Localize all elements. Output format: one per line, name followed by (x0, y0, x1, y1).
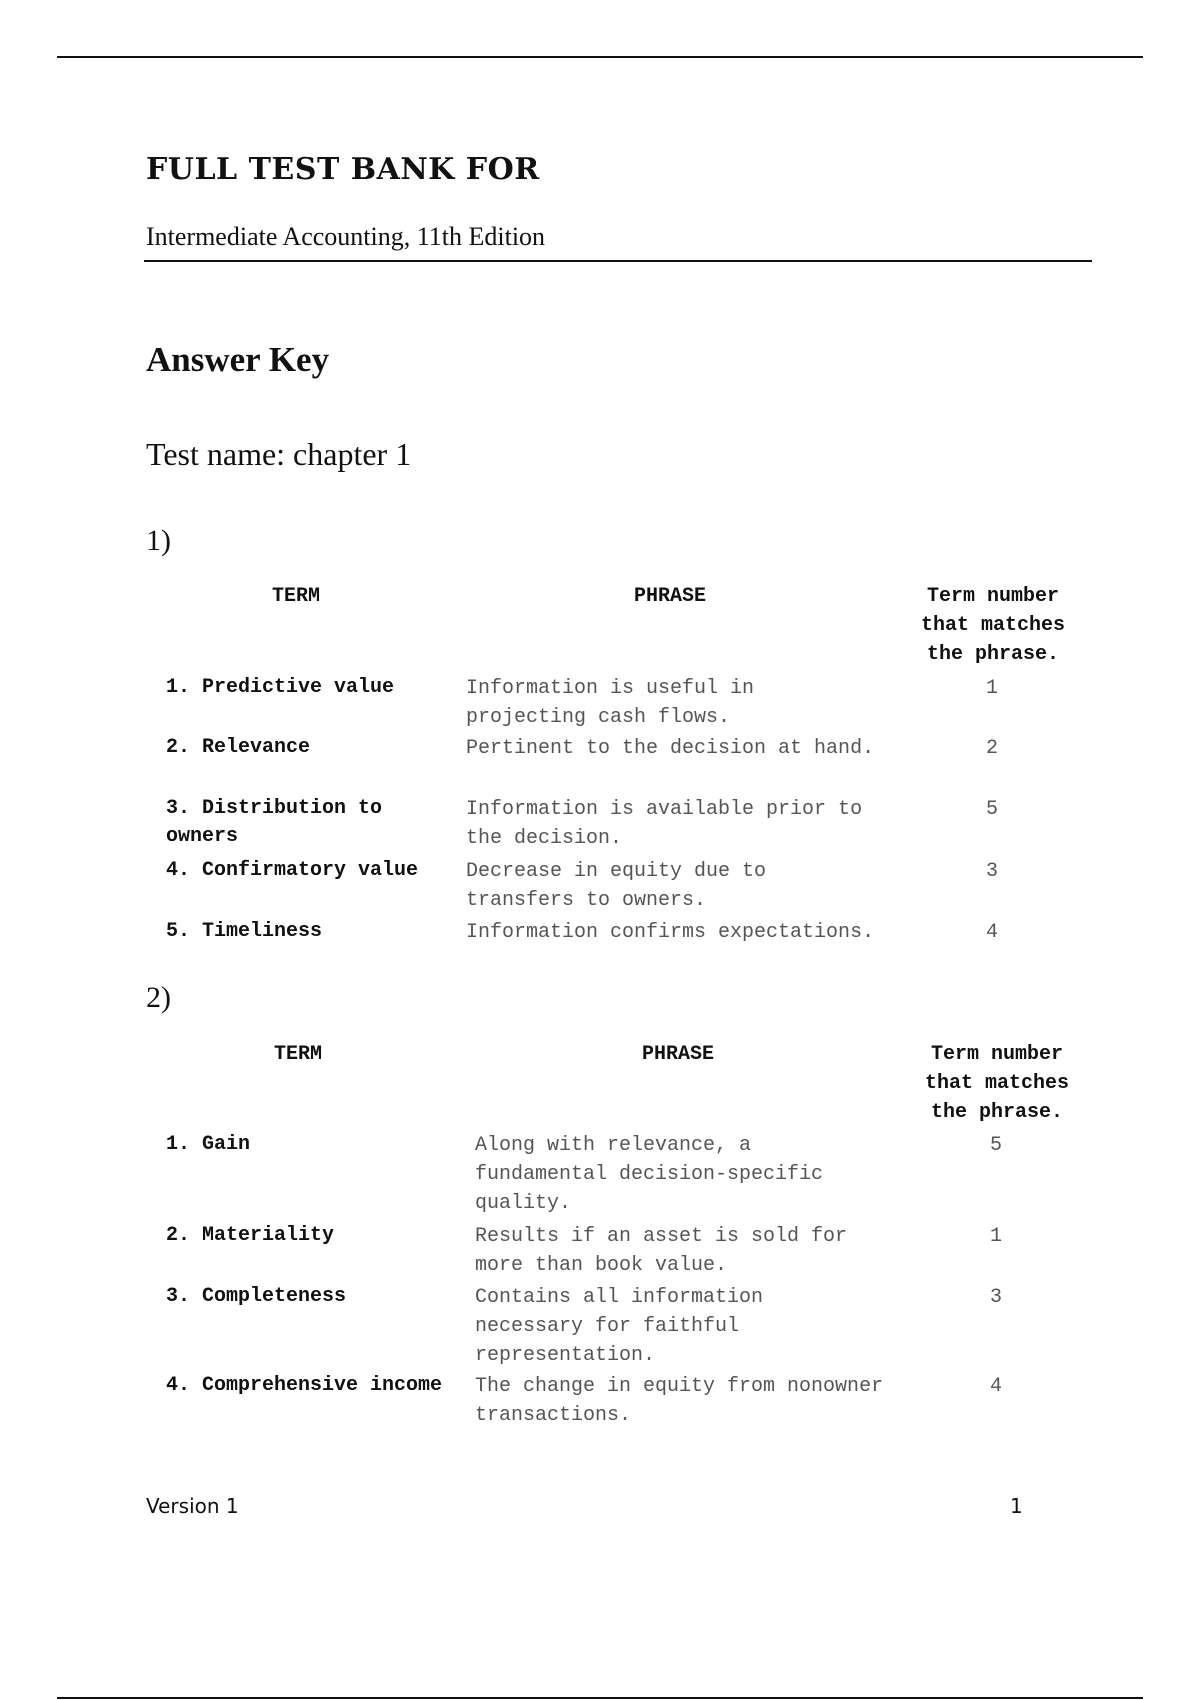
answer-cell: 5 (985, 798, 998, 821)
phrase-cell: The change in equity from nonowner transactions. (475, 1375, 884, 1427)
answer-cell: 3 (989, 1286, 1002, 1309)
phrase-cell: Information confirms expectations. (466, 921, 875, 944)
page-number: 1 (1010, 1494, 1023, 1518)
term-cell: 4. Comprehensive income (166, 1374, 443, 1397)
term-cell: 3. Completeness (166, 1285, 347, 1308)
term-cell: 5. Timeliness (166, 920, 323, 943)
answer-cell: 2 (985, 737, 998, 760)
term-cell: 4. Confirmatory value (166, 859, 419, 882)
column-header-answer: Term number that matches the phrase. (920, 585, 1066, 666)
term-cell: 1. Gain (166, 1133, 251, 1156)
document-title: FULL TEST BANK FOR (146, 152, 540, 187)
answer-cell: 5 (989, 1134, 1002, 1157)
term-cell: 3. Distribution to owners (166, 797, 383, 848)
column-header-phrase: PHRASE (633, 585, 706, 608)
phrase-cell: Information is useful in projecting cash flows. (466, 677, 755, 729)
test-name: Test name: chapter 1 (146, 436, 412, 472)
answer-cell: 4 (985, 921, 998, 944)
document-subtitle: Intermediate Accounting, 11th Edition (146, 222, 546, 251)
column-header-term: TERM (273, 1043, 322, 1066)
phrase-cell: Decrease in equity due to transfers to owners. (466, 860, 767, 912)
version-label: Version 1 (146, 1494, 239, 1518)
phrase-cell: Contains all information necessary for faithful representation. (475, 1286, 764, 1367)
answer-cell: 3 (985, 860, 998, 883)
phrase-cell: Pertinent to the decision at hand. (466, 737, 875, 760)
answer-cell: 1 (985, 677, 998, 700)
term-cell: 2. Materiality (166, 1224, 335, 1247)
question-number: 1) (146, 524, 171, 557)
question-number: 2) (146, 981, 171, 1014)
subtitle-rule (144, 260, 1092, 262)
phrase-cell: Results if an asset is sold for more than book value. (475, 1225, 848, 1277)
column-header-term: TERM (271, 585, 320, 608)
phrase-cell: Along with relevance, a fundamental decision-specific quality. (475, 1134, 824, 1215)
top-rule (57, 56, 1143, 58)
term-cell: 2. Relevance (166, 736, 311, 759)
bottom-rule (57, 1697, 1143, 1699)
phrase-cell: Information is available prior to the decision. (466, 798, 863, 850)
column-header-phrase: PHRASE (641, 1043, 714, 1066)
term-cell: 1. Predictive value (166, 676, 395, 699)
column-header-answer: Term number that matches the phrase. (924, 1043, 1070, 1124)
answer-cell: 4 (989, 1375, 1002, 1398)
answer-key-heading: Answer Key (146, 340, 330, 379)
answer-cell: 1 (989, 1225, 1002, 1248)
